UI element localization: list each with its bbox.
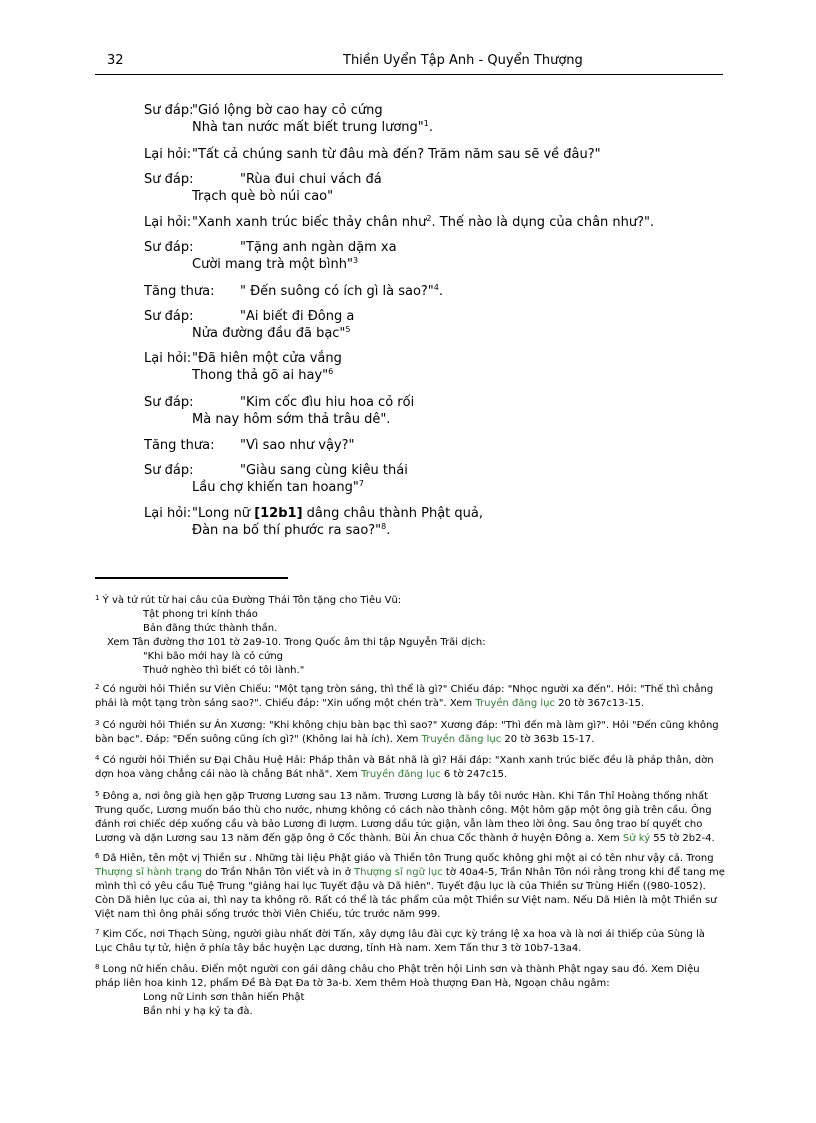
speaker: Sư đáp: bbox=[144, 309, 194, 324]
speaker: Lại hỏi: bbox=[144, 506, 192, 521]
verse-line: Cười mang trà một bình"$^3$ bbox=[192, 256, 359, 272]
footnote: $^7$ Kim Cốc, nơi Thạch Sùng, người giàu nhất đời Tấn, xây dựng lâu đài cực kỳ tráng lệ xa hoa và là nơi ái thiếp của Sùng là Lục Châu tự tử, hiện ở phía tây bắc huyện Lạc dương, tỉnh Hà nam. Xem Tấn thư 3 tờ 10b7-13a4. bbox=[95, 928, 705, 954]
speaker: Lại hỏi: bbox=[144, 215, 192, 230]
verse-line: " Đến suông có ích gì là sao?"$^4$. bbox=[240, 283, 444, 299]
verse-line: "Kim cốc đìu hiu hoa cỏ rối bbox=[240, 395, 415, 410]
speaker: Sư đáp: bbox=[144, 463, 194, 478]
citation-link[interactable]: Truyền đăng lục bbox=[475, 698, 555, 709]
book-title: Thiền Uyển Tập Anh - Quyển Thượng bbox=[343, 53, 583, 68]
verse-line: Lầu chợ khiến tan hoang"$^7$ bbox=[192, 479, 364, 495]
footnote-separator bbox=[95, 577, 288, 579]
speaker: Lại hỏi: bbox=[144, 147, 192, 162]
footnote: $^5$ Đông a, nơi ông già hẹn gặp Trương Lương sau 13 năm. Trương Lương là bầy tôi nước Hàn. Khi Tần Thỉ Hoàng thống nhất Trung quốc, Lương muốn báo thù cho nước, nhưng không có cách nào thành công. Một hôm gặp một ông già trên cầu. Ông đánh rơi chiếc dép xuống cầu và bảo Lương đi lượm. Lương dầu tức giận, vẫn làm theo lời ông. Sau ông trao bí quyết cho Lương và dặn Lương sau 13 năm đến gặp ông ở Cốc thành. Bùi Ân chua Cốc thành ở huyện Đông a. Xem Sử ký 55 tờ 2b2-4. bbox=[95, 790, 715, 844]
verse-line: Đàn na bố thí phước ra sao?"$^8$. bbox=[192, 522, 391, 538]
citation-link[interactable]: Truyền đăng lục bbox=[421, 734, 502, 745]
footnote: $^6$ Dã Hiên, tên một vị Thiền sư . Những tài liệu Phật giáo và Thiền tôn Trung quốc không ghi một ai có tên như vậy cả. Trong Thượng sĩ hành trạng do Trần Nhân Tôn viết và in ở Thượng sĩ ngữ lục tờ 40a4-5, Trần Nhân Tôn nói rằng trong khi để tang mẹ mình thì có yêu cầu Tuệ Trung "giảng hai lục Tuyết đậu và Dã hiên". Tuyết đậu lục là của Thiền sư Trùng Hiển ((980-1052). Còn Dã hiên lục của ai, thì nay ta không rõ. Rất có thể là tác phẩm của một Thiền sư Việt nam. Nếu Dã Hiên là một Thiền sư Việt nam thì ông phải sống trước thời Viên Chiếu, tức trước năm 999. bbox=[95, 852, 725, 920]
citation-link[interactable]: Thượng sĩ ngữ lục bbox=[354, 867, 443, 878]
speaker: Sư đáp: bbox=[144, 395, 194, 410]
verse-line: Trạch què bò núi cao" bbox=[192, 189, 334, 204]
verse-line: "Ai biết đi Đông a bbox=[240, 309, 355, 324]
folio-marker: [12b1] bbox=[254, 506, 303, 521]
speaker: Sư đáp: bbox=[144, 172, 194, 187]
verse-line: "Gió lộng bờ cao hay cỏ cứng bbox=[192, 103, 383, 118]
verse-line: "Xanh xanh trúc biếc thảy chân như$^2$. Thế nào là dụng của chân như?". bbox=[192, 214, 655, 230]
speaker: Sư đáp: bbox=[144, 240, 194, 255]
footnote: $^4$ Có người hỏi Thiền sư Đại Châu Huệ Hải: Pháp thân và Bát nhã là gì? Hải đáp: "Xanh xanh trúc biếc đều là pháp thân, dờn dợn hoa vàng chẳng cái nào là chẳng Bát nhã". Xem Truyền đăng lục 6 tờ 247c15. bbox=[95, 754, 714, 780]
footnote: $^2$ Có người hỏi Thiền sư Viên Chiếu: "Một tạng tròn sáng, thì thể là gì?" Chiếu đáp: "Nhọc người xa đến". Hỏi: "Thế thì chẳng phải là một tạng tròn sáng sao?". Chiếu đáp: "Xin uống một chén trà". Xem Truyền đăng lục 20 tờ 367c13-15. bbox=[95, 683, 714, 709]
verse-line: "Đã hiên một cửa vắng bbox=[192, 351, 342, 366]
footnote-ref[interactable]: 4 bbox=[433, 283, 439, 292]
footnote-ref[interactable]: 2 bbox=[426, 214, 432, 223]
speaker: Sư đáp: bbox=[144, 103, 194, 118]
verse-line: "Long nữ [12b1] dâng châu thành Phật quả, bbox=[192, 506, 483, 521]
footnote-ref[interactable]: 5 bbox=[345, 325, 351, 334]
verse-line: "Vì sao như vậy?" bbox=[240, 438, 355, 453]
verse-line: "Rùa đui chui vách đá bbox=[240, 172, 382, 187]
citation-link[interactable]: Thượng sĩ hành trạng bbox=[95, 867, 203, 878]
verse-line: "Tất cả chúng sanh từ đâu mà đến? Trăm năm sau sẽ về đâu?" bbox=[192, 147, 601, 162]
verse-line: Thong thả gõ ai hay"$^6$ bbox=[192, 367, 334, 383]
citation-link[interactable]: Truyền đăng lục bbox=[361, 769, 441, 780]
speaker: Lại hỏi: bbox=[144, 351, 192, 366]
speaker: Tăng thưa: bbox=[144, 284, 215, 299]
footnote-ref[interactable]: 7 bbox=[358, 479, 364, 488]
speaker: Tăng thưa: bbox=[144, 438, 215, 453]
citation-link[interactable]: Sử ký bbox=[622, 833, 651, 844]
page-number: 32 bbox=[107, 53, 124, 68]
page-header bbox=[95, 52, 723, 75]
footnote: $^3$ Có người hỏi Thiền sư Án Xương: "Khi không chịu bàn bạc thì sao?" Xương đáp: "Thì đến mà làm gì?". Hỏi "Đến cũng không bàn bạc". Đáp: "Đến suông cũng ích gì?" (Không lai hà ích). Xem Truyền đăng lục 20 tờ 363b 15-17. bbox=[95, 719, 719, 745]
verse-line: "Giàu sang cùng kiêu thái bbox=[240, 463, 408, 478]
footnote-ref[interactable]: 1 bbox=[423, 119, 429, 128]
footnote: $^1$ Ý và tứ rút từ hai câu của Đường Thái Tôn tặng cho Tiêu Vũ: Tật phong tri kính tháo Bản đãng thức thành thần. Xem Tân đường thơ 101 tờ 2a9-10. Trong Quốc âm thi tập Nguyễn Trãi dịch: "Khi bão mới hay là cỏ cứng Thuở nghèo thì biết có tôi lành." bbox=[95, 594, 486, 676]
verse-line: Nhà tan nước mất biết trung lương"$^1$. bbox=[192, 119, 433, 135]
verse-line: Nửa đường đầu đã bạc"$^5$ bbox=[192, 325, 351, 341]
footnote: $^8$ Long nữ hiến châu. Điển một người con gái dâng châu cho Phật trên hội Linh sơn và thành Phật ngay sau đó. Xem Diệu pháp liên hoa kinh 12, phẩm Đề Bà Đạt Đa tờ 3a-b. Xem thêm Hoà thượng Đan Hà, Ngoạn châu ngâm: Long nữ Linh sơn thân hiến Phật Bần nhi y hạ kỷ ta đà. bbox=[95, 963, 700, 1017]
verse-line: "Tặng anh ngàn dặm xa bbox=[240, 240, 397, 255]
footnote-ref[interactable]: 8 bbox=[381, 522, 387, 531]
footnote-ref[interactable]: 3 bbox=[352, 256, 359, 265]
verse-line: Mà nay hôm sớm thả trâu dê". bbox=[192, 412, 391, 427]
footnote-ref[interactable]: 6 bbox=[328, 367, 334, 376]
